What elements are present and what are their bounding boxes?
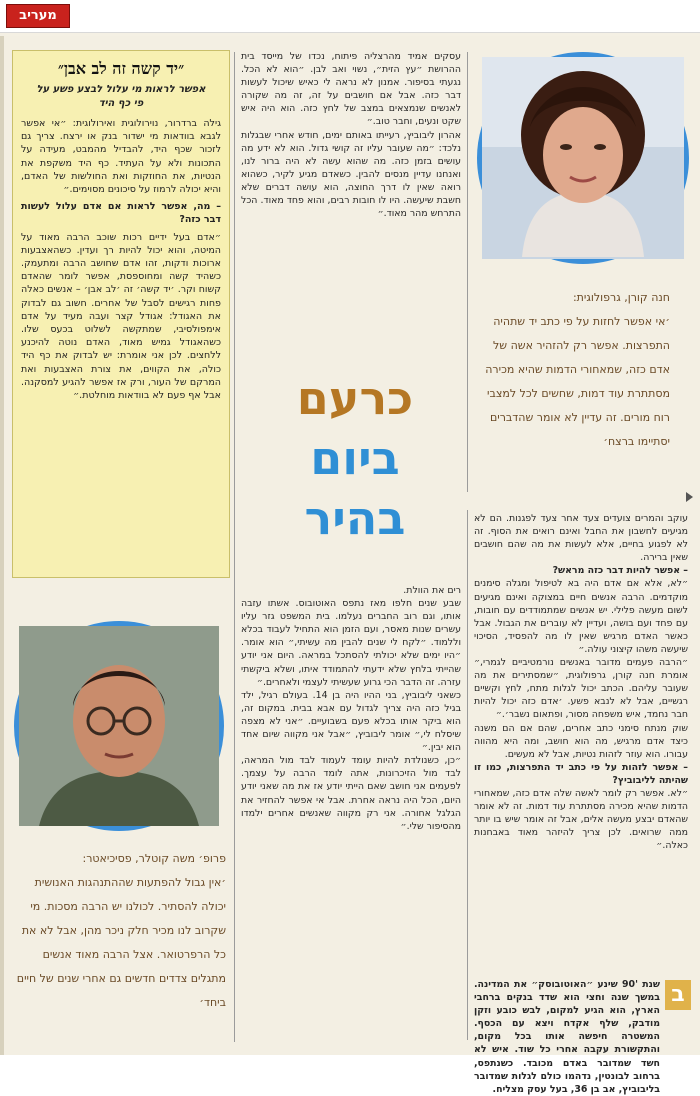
caption-quote: ׳אין גבול להפתעות שההתנהגות האנושית יכולה להסתיר. לכולנו יש הרבה מסכות. מי שקרוב לנו מכיר חלק ניכר מהן, אבל לא את כל הרפרטואר. אצל הרבה מאוד אנשים מתגלים צדדים חדשים גם אחרי שנים של חיים ביחד׳ [16,876,226,1009]
article-paragraph: כשאני ליבוביץ, בני ההיו היה בן 14. בעולם רגיל, ילד בגיל כזה היה צריך לגדול עם אבא בבית. במקום זה, הוא ביקר אותו בכלא פעם בשבועיים. ״אני לא מצפה שיסלח לי,״ אומר ליבוביץ, ״אבל אני מקווה שיום אחד הוא יבין.״ [241,689,462,754]
article-paragraph: עסקים אמיד מהרצליה פיתוח, נכדו של מייסד בית ההרושת ״עץ הזית״, נשוי ואב לבן. ״הוא לא הכל. נגעתי בסיפור. אמנון לא נראה לי כאיש שיכול לעשות דבר כזה. אבל אם חושבים על זה, זה מה שקורה לאנשים שנמצאים במצב של לחץ כזה. הוא היה איש שקט ונעים, וחבר טוב.״ [241,51,461,128]
sidebar-paragraph: ״אדם בעל ידיים רכות שוכב הרבה מאוד על המיטה, והוא יכול להיות רך ועדין. כשהאצבעות ארוכות ודקות, זהו אדם שחושב הרבה ומתעמק. כשהיד קשה ומחוספסת, אפשר לומר שהאדם קשוח וקר. ׳יד קשה׳ זה ׳לב אבן׳ – אנשים כאלה פחות רגישים לסבל של אחרים. חשוב גם לבדוק את האגודל: אגודל קצר ועבה מעיד על אדם אימפולסיבי, שמתקשה לשלוט בכעס שלו. כשהאגודל גמיש מאוד, האדם נוטה להיכנע ללחצים. לכן אני אומרת: יש לבדוק את כף היד כולה, את הקווים, את צורת האצבעות ואת המרקם של העור, ורק אז אפשר להגיע למסקנה. אבל אף פעם לא בוודאות מוחלטת.״ [21,231,221,402]
article-paragraph: עוקב והמרים צועדים צעד אחר צעד לפגנות. הם לא מגיעים לחשבון את החבל ואינם רואים את הסוף. זה לא לפגוע בחיים, אלא לעשות את מה שהם חושבים שאין ברירה. [474,513,688,564]
article-paragraph: שנת '90 שינע ״האוטובוסק״ את המדינה. במשך שנה וחצי הוא שדד בנקים ברחבי הארץ, הוא הגיע למקום, לבש כובע וזקן מודבק, שלף אקדח ויצא עם הכסף. המשטרה חיפשה אותו בכל מקום, והתקשורת עקבה אחרי כל שוד. איש לא חשד שמדובר באדם מכובד. כשנתפס, ברחוב לבונטין, נדהמו כולם לגלות שמדובר בליבוביץ, אב בן 36, בעל עסק מצליח. [474,979,660,1095]
article-column-bottom [241,584,461,1042]
maariv-logo[interactable]: מעריב [6,4,70,28]
article-paragraph: שבע שנים חלפו מאז נתפס האוטובוס. אשתו עזבה אותו, וגם רוב החברים נעלמו. בית המשפט גזר עליו עשרים שנות מאסר, ועם הזמן הוא התחיל לעבוד בכלא וללמוד. ״לקח לי שנים להבין מה עשיתי,״ הוא אומר. ״היו ימים שלא יכולתי להסתכל במראה. היום אני יודע שהייתי בלחץ שלא ידעתי להתמודד איתו, ושלא ביקשתי עזרה. זה הדבר הכי גרוע שעשיתי לעצמי ולאחרים.״ [241,598,461,688]
caption-name: חנה קורן, גרפולוגית: [572,291,670,304]
sidebar-paragraph: גילה ברדרור, נוירולוגית ואירולוגית: ״אי אפשר לגבא בוודאות מי ישדור בנק או ירצח. צריך גם לזכור שכף היד, להבדיל מהמבט, מעידה על התכונות ולא על העתיד. כף היד משקפת את הנטיות, את החוזקות ואת החולשות של האדם, והיא יכולה לרמוז על סיכונים מסוימים.״ [21,118,221,196]
portrait-man-illustration [19,626,219,826]
article-intro [474,978,660,1095]
article-question: – אפשר לזהות על פי כתב יד התפרצות, כמו זו שהיתה לליבוביץ? [474,761,688,786]
photo-hana-koren [477,52,689,264]
article-paragraph: ״לא, אלא אם אדם היה בא לטיפול ומגלה סימנים מוקדמים. הרבה אנשים חיים במצוקה ואינם מגיעים לשום מעשה פלילי. יש אנשים שמתמודדים עם חובות, עם פחד ועם בושה, ועדיין לא עוברים את הגבול. אבל כאשר האדם מרגיש שאין לו מה להפסיד, הסיכוי שיעשה משהו קיצוני עולה.״ [474,578,688,655]
caption-name: פרופ׳ משה קוטלר, פסיכיאטר: [82,852,226,865]
sidebar-box [12,50,230,578]
continue-arrow-icon [686,492,693,502]
sidebar-subtitle: אפשר לראות מי עלול לבצע פשע על פי כף היד [36,84,206,109]
article-paragraph: ״כן, כשנולדת להיות עומד לעמוד לבד מול המראה, לבד מול הזיכרונות, אתה לומד הרבה על עצמך. לפעמים אני חושב שאם הייתי יודע אז את מה שאני יודע היום, הכל היה נראה אחרת. אבל אי אפשר להחזיר את הגלגל אחורה. אני רק מקווה שאנשים אחרים ילמדו מהסיפור שלי.״ [241,755,461,832]
article-paragraph: אהרון ליבוביץ, רעייתו באותם ימים, חודש אחרי שבגלות נלכד: ״מה שעובר עליו זה קושי גדול. הוא לא ידע מה עושים בזמן כזה. מה שהוא עשה לא היה ברור לנו, ואנחנו עדיין מנסים להבין. כשאדם מגיע לקיר, כשהוא רואה שאין לו דרך החוצה, הוא עושה דברים שלא חשבת שיעשה. היו לו חובות רבים, והוא פחד מאוד. הכל התרחש מהר מאוד.״ [241,129,461,220]
column-divider [467,510,468,1040]
caption-hana-koren [470,286,670,498]
article-paragraph: ״הרבה פעמים מדובר באנשים נורמטיביים לגמרי,״ אומרת חנה קורן, גרפולוגית, ״שמסתירים את מה שעובר עליהם. הכתב יכול לגלות מתח, לחץ וקשיים רגשיים, אבל לא לנבא פשע. ׳אדם כזה יכול להיות חבר נחמד, איש משפחה מסור, ופתאום נשבר׳.״ [474,657,688,721]
article-question: – אפשר להיות דבר כזה מראש? [552,565,688,577]
article-column-top [241,50,461,332]
article-paragraph: ״לא. אפשר רק לומר לאשה שלה אדם כזה, שמאחורי הדמות שהיא מכירה מסתתרת עוד דמות. זה לא אומר שהאדם יבצע מעשה אלים, אבל זה אומר שיש בו יותר ממה שרואים. לכן צריך להיזהר מאוד באבחנות כאלה.״ [474,787,688,852]
caption-moshe-kotler [14,847,226,1037]
article-paragraph: שוק מנתח סימני כתב אחרים, שהם אם הם משנה כיצד אדם מרגיש, מה הוא חושב, ומה היא מהווה עבורו. הוא עוזר לזהות נטיות, אבל לא מעשים. [474,722,688,760]
article-column-right [474,512,688,976]
caption-quote: ׳אי אפשר לחזות על פי כתב יד שתהיה התפרצות. אפשר רק להזהיר אשה של אדם כזה, שמאחורי הדמות שהיא מכירה מסתתרת עוד דמות, שחשים לכל למצבי רוח מורים. זה עדיין לא אומר שהדברים יסתיימו ברצח׳ [485,315,670,448]
page-edge [0,36,4,1055]
portrait-woman-illustration [482,57,684,259]
sidebar-title: ״יד קשה זה לב אבן״ [57,59,185,78]
article-paragraph: רים את הוולת. [403,585,461,596]
header-bar [0,0,700,33]
headline-line-2: ביום [310,431,400,485]
sidebar-question: – מה, אפשר לראות אם אדם עלול לעשות דבר כזה? [21,201,221,226]
column-divider [234,52,235,1042]
photo-moshe-kotler [14,621,224,831]
drop-cap: ב [665,980,691,1010]
headline-line-1: כרעם [296,371,414,425]
headline-line-3: בהיר [304,491,406,545]
headline [240,368,470,548]
sidebar-body [21,117,221,402]
